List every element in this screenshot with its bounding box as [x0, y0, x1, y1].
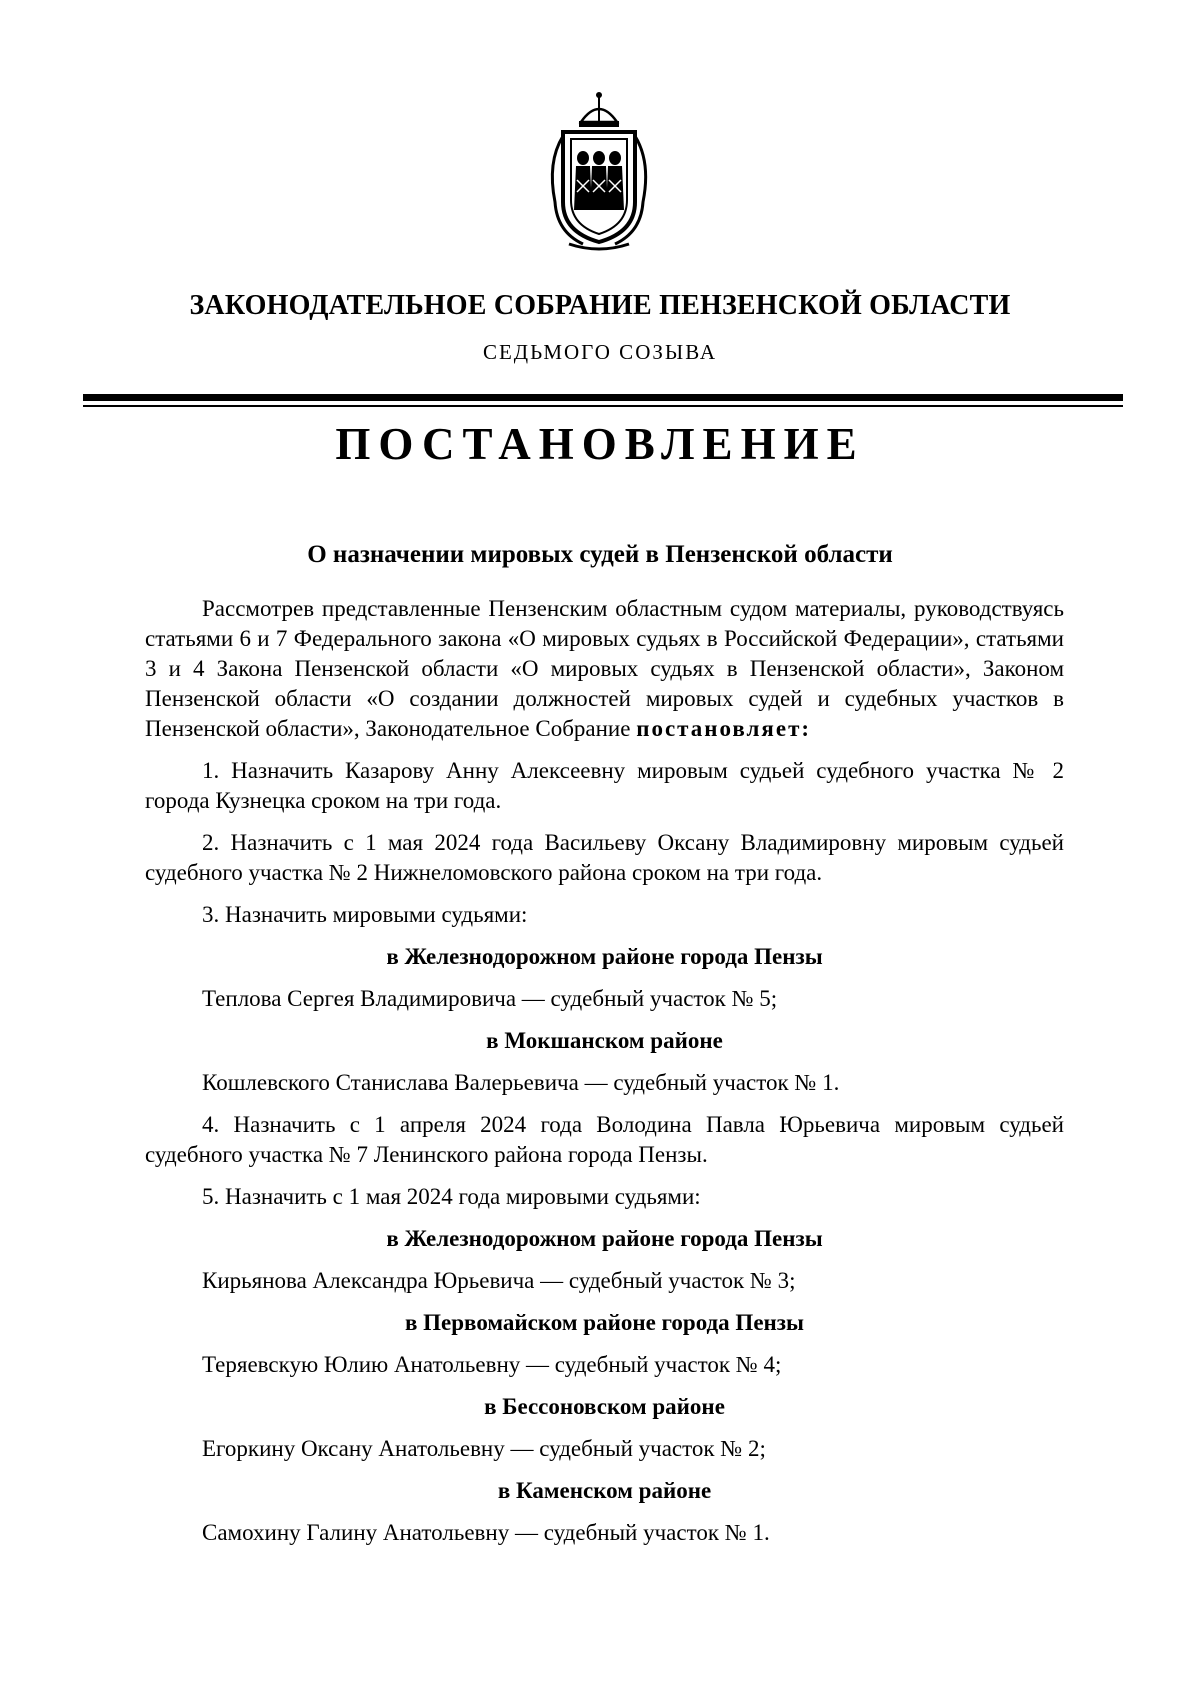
judge-entry: Егоркину Оксану Анатольевну — судебный участок № 2; [202, 1436, 766, 1461]
item-paragraph: 1. Назначить Казарову Анну Алексеевну мировым судьей судебного участка № 2 города Кузнецка сроком на три года. [145, 758, 1064, 813]
judge-entry: Самохину Галину Анатольевну — судебный участок № 1. [202, 1520, 770, 1545]
judge-entry: Теплова Сергея Владимировича — судебный участок № 5; [202, 986, 778, 1011]
item-paragraph: 3. Назначить мировыми судьями: [202, 902, 528, 927]
resolves-word: постановляет: [636, 716, 812, 741]
district-heading: в Железнодорожном районе города Пензы [386, 1226, 823, 1251]
district-heading: в Каменском районе [497, 1478, 712, 1503]
item-paragraph: 5. Назначить с 1 мая 2024 года мировыми судьями: [202, 1184, 701, 1209]
district-heading: в Первомайском районе города Пензы [405, 1310, 804, 1335]
item-paragraph: 2. Назначить с 1 мая 2024 года Васильеву Оксану Владимировну мировым судьей судебного участка № 2 Нижнеломовского района сроком на три года. [145, 830, 1064, 885]
preamble-paragraph [145, 594, 1064, 744]
item-paragraph: 4. Назначить с 1 апреля 2024 года Володина Павла Юрьевича мировым судьей судебного участка № 7 Ленинского района города Пензы. [145, 1112, 1064, 1167]
judge-entry: Теряевскую Юлию Анатольевну — судебный участок № 4; [202, 1352, 782, 1377]
district-heading: в Мокшанском районе [486, 1028, 723, 1053]
header-divider-thick [83, 394, 1123, 401]
convocation-label: СЕДЬМОГО СОЗЫВА [482, 340, 718, 364]
organization-name: ЗАКОНОДАТЕЛЬНОЕ СОБРАНИЕ ПЕНЗЕНСКОЙ ОБЛАСТИ [189, 290, 1011, 321]
document-subject: О назначении мировых судей в Пензенской области [307, 541, 893, 568]
district-heading: в Бессоновском районе [484, 1394, 725, 1419]
coat-of-arms-icon [543, 92, 655, 252]
document-type-title: ПОСТАНОВЛЕНИЕ [335, 419, 865, 469]
judge-entry: Кошлевского Станислава Валерьевича — судебный участок № 1. [202, 1070, 840, 1095]
preamble-text: Рассмотрев представленные Пензенским областным судом материалы, руководствуясь статьями 6 и 7 Федерального закона «О мировых судьях в Российской Федерации», статьями 3 и 4 Закона Пензенской области «О мировых судьях в Пензенской области», Законом Пензенской области «О создании должностей мировых судей и судебных участков в Пензенской области», Законодательное Собрание [145, 596, 1064, 741]
judge-entry: Кирьянова Александра Юрьевича — судебный участок № 3; [202, 1268, 796, 1293]
district-heading: в Железнодорожном районе города Пензы [386, 944, 823, 969]
header-divider-thin [83, 405, 1123, 407]
document-body [145, 594, 1064, 1548]
